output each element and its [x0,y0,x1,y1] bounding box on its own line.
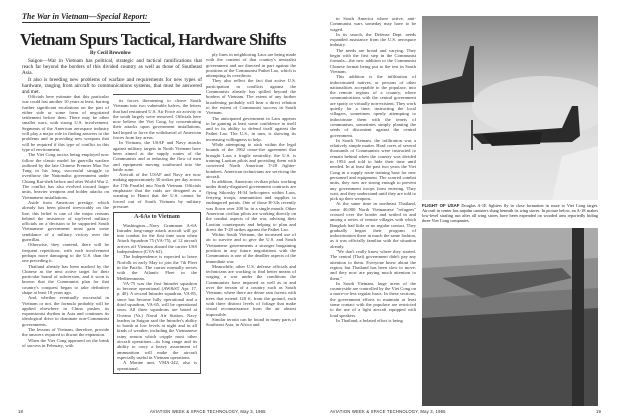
text-column-4 [330,16,416,323]
paragraph: Similar terrain can be found in many parts of Southeast Asia, in Africa and [206,316,296,328]
text-column-3 [206,52,296,327]
paragraph: In South Vietnam, the infiltration was a relatively simple matter. Hard cores of several thousands of Communists were instructed to remain behind when the country was divided in 1954 and told to hide their time until needed. In at least the past two years the Viet Cong in a supply route training base for new personnel and equipment. The scarred combat units, they now are strong enough to prevent any government troops from entering. They wait, and they understand until they are told to pick up their weapons. [330,137,416,202]
paragraph: In Vietnam, the USAF and Navy attacks against military targets in North Vietnam have been aimed at the supply routes of the Communists and at reducing the flow of men and equipment moving southward into the battle zone. [113,140,201,172]
paragraph: "We don't really know where they started. The central (Thai) government didn't pay any attention to them. Everyone knew about the region, but Thailand has been slow to move, and they now are paying much attention to them." [330,249,416,281]
photo-caption [422,203,598,223]
section-kicker: The War in Vietnam—Special Report: [22,12,150,23]
caption-text: Douglas A-1E fighters fly in close formation in route to Viet Cong target. Aircraft in center has napalm canisters slung beneath its wing stores. In picture below, an A-1E makes low-level strafing run after all wing stores have been expended on wooded area reportedly hiding three Viet Cong companies. [422,203,598,224]
text-column-1 [22,94,109,348]
lede-paragraph: It also is breeding new problems of warfare and requirements for new types of hardware, ranging from aircraft to communications systems, that must be answered and met. [22,76,202,96]
sidebar-title: A-6As to Vietnam [134,214,180,221]
article-title: Vietnam Spurs Tactical, Hardware Shifts [20,30,286,49]
paragraph: The lessons of Vietnam, therefore, provide the answers required to thwart the expansion. [22,327,109,338]
paragraph: Otherwise, they contend, there will be frequent repetitions, with each involvement perhaps more damaging to the U.S. than the one preceding it. [22,242,109,264]
paragraph: The anticipated government in Laos appears to be gaining at least some confidence in itself and in its ability to defend itself against the Pathet Lao. The U.S., in turn, is showing its increasing willingness to help. [206,115,296,142]
paragraph: They also reflect the fact that active U.S. participation in conflicts against the Communists already has spilled beyond the borders of Vietnam. The extent of any further broadening probably will bear a direct relation to the extent of Communist success in South Vietnam. [206,78,296,116]
paragraph: In addition, American civilian pilots working under thinly-disguised government contracts are flying Sikorsky H-34 helicopters within Laos, ferrying troops, ammunition and supplies to endangered points. One of those H-34s recently was flown over 200 hr. in a single month. Other American civilian pilots are working directly on the combat aspects of the war, advising their Laotian counterparts and helping to plan and direct the T-28 strikes against the Pathet Lao. [206,179,296,232]
photo-a1e-strafing-run [422,228,598,406]
caption-lead: FLIGHT OF USAF [422,203,460,208]
paragraph: Aside from American prestige, which already has been placed irrevocably on the line, this belief is one of the major reasons behind the insistence of top-level military officials on a decision to be supported South Vietnamese government must gain some semblance of a military victory over the guerrillas. [22,199,109,243]
paragraph: its forces threatening to cleave South Vietnam into two vulnerable halves, the letters that had restrained U.S. Air Force air activity in the south largely were removed. Officials here now believe the Viet Cong, by concentrating their attacks upon government installations, had hoped to force the withdrawal of American forces from key areas. [113,98,201,141]
paragraph: A Marine unit, VMA-242, also is operational. [117,360,197,371]
paragraph: Within South Vietnam, the increased use of air to survive and to give the U.S. and South Vietnamese governments a stronger bargaining position in any future negotiations with the Communists is one of the deadlier aspects of the immediate war. [206,232,296,264]
left-publication-line: AVIATION WEEK & SPACE TECHNOLOGY, May 3, 1965 [150,409,266,414]
right-page-number: 19 [596,409,602,414]
paragraph: Meanwhile, other U.S. defense officials and technicians are working to find better means of waging a war under the conditions the Communists have imposed as well as in and over the terrain of a country such as South Vietnam, where there are dense rain forests with trees that extend 120 ft. from the ground, each with three distinct levels of foliage that make visual reconnaissance from the air almost impossible. [206,263,296,317]
text-column-2 [113,98,201,209]
left-page-number: 18 [18,409,24,414]
paragraph: Thailand already has been marked by the Chinese as the next active target for their particular brand of subversion, and it soon is known that the Communist plan for that country's conquest began to take definitive shape at least 18 years ago. [22,263,109,295]
divider [113,94,201,95]
paragraph: Aircraft of the USAF and Navy are now making approximately 30 strikes per day across the 17th Parallel into North Vietnam. Officials emphasize that the raids are designed as a warning to Hanoi that the U.S. cannot be forced out of South Vietnam by military pressure. [113,172,201,209]
paragraph: in South America where active, anti-Communist wars someday may have to be waged. [330,16,416,32]
photo-a1e-formation [422,16,598,200]
paragraph: In South Vietnam, large areas of the countryside are controlled by the Viet Cong on a more-or-less regular basis. In these sections, the government efforts to maintain at least some contact with the populace are restricted to the use of a light aircraft equipped with loud speakers. [330,280,417,318]
right-publication-line: AVIATION WEEK & SPACE TECHNOLOGY, May 3, 1965 [330,409,446,414]
middle-column [113,94,201,374]
paragraph: While attempting to stick within the legal bounds of the 1962 cease-fire agreement that brought Laos a fragile neutrality, the U.S. is training Laotian pilots and providing them with converted North American T-28 fighter-bombers. American technicians are servicing the aircraft. [206,142,296,179]
lede [22,58,202,95]
paragraph: When the Viet Cong appeared on the brink of success in February, with [22,337,109,348]
lede-paragraph: Saigon—War in Vietnam has political, strategic and tactical ramifications that reach far beyond the borders of this divided country as well as those of Southeast Asia. [22,58,202,77]
paragraph: VA-75 was the first Intruder squadron to become operational (AW&ST Apr. 17, p. 40). A second Intruder squadron, VA-85, since has become fully operational and a third squadron, VA-65, will be operational soon. All three squadrons are based at Oceana (Va.) Naval Air Station. Navy leaders in Saigon said the Intruder's ability to bomb at low levels at night and in all kinds of weather, including the Vietnamese rainy season which cripple most other aircraft operations—its long range and its ability to carry a heavy assortment of ammunition will make the aircraft especially useful in Vietnam operations. [117,280,197,360]
paragraph: In Thailand, a belated effort is being [336,317,403,323]
paragraph: ply lines in neighboring Laos are being made with the consent of that country's neutralist government and are directed in part against the positions of the Communist Pathet Lao, which is attempting its overthrow. [206,52,296,79]
sidebar-body [117,223,197,371]
paragraph: Officials here estimate that this particular war could last another 10 years at least, barring further significant escalations on the part of either side or some form of negotiated settlement before then. There may be other smaller wars, with strong U.S. involvement. Segments of the American aerospace industry will play a major role in finding answers to the problems and in providing new weapons that will be required if this type of conflict in this type of environment. [22,94,109,152]
paragraph: And, whether eventually successful in Vietnam or not, the formula probably will be applied elsewhere in China pushes its expansionist rhythm in Asia and continues its ideological drive to dominate non-Communist governments. [22,295,109,327]
paragraph: This addition is the infiltration of indoctrinated natives, or persons of other nationalities acceptable to the populace, into the remote regions of a country, where communications with the central government are spotty or virtually non-existent. They work quietly for a time, instructing the local villagers, sometimes openly attempting to indoctrinate them with the tenets of communism, sometimes simply planting the seeds of discontent against the central government. [330,74,416,138]
paragraph: At the same time in northeast Thailand, some 40,000 North Vietnamese "refugees" crossed over the border and settled in and among a series of remote villages with which Bangkok had little or no regular contact. They gradually began their program of indoctrination there in much the same fashion, as it was officially familiar with the situation already. [330,201,416,249]
sidebar-box [113,212,201,374]
paragraph: The Viet Cong tactics being employed now follow the classic model for guerrilla warfare outlined by the late Chinese Premier Mao Tse Tung in his long, successful struggle to overthrow the Nationalist government under Chiang Kai-shek before and after World War 2. The conflict has also evolved toward larger units, heavier weapons and bolder attacks on Vietnamese installations. [22,152,109,200]
byline: By Cecil Brownlow [90,51,132,56]
paragraph: The Independence is expected to leave Norfolk in early May to join the 7th Fleet in the Pacific. The carrier normally serves with the Atlantic Fleet in the Mediterranean. [117,254,197,281]
paragraph: Washington—Navy Grumman A-6A Intruder long-range attack aircraft will go into combat for the first time soon when Attack Squadron 75 (VA-75), of 12 aircraft arrives off Vietnam aboard the carrier USS Independence (CVA-62). [117,222,197,255]
paragraph: The needs are broad and varying. They begin with the first step in the Communist formula—the new addition to the Communist Chinese format being put to the test in South Vietnam. [330,47,416,74]
paragraph: In its search, the Defense Dept. needs expanded assistance from the U.S. aerospace industry. [330,31,416,48]
